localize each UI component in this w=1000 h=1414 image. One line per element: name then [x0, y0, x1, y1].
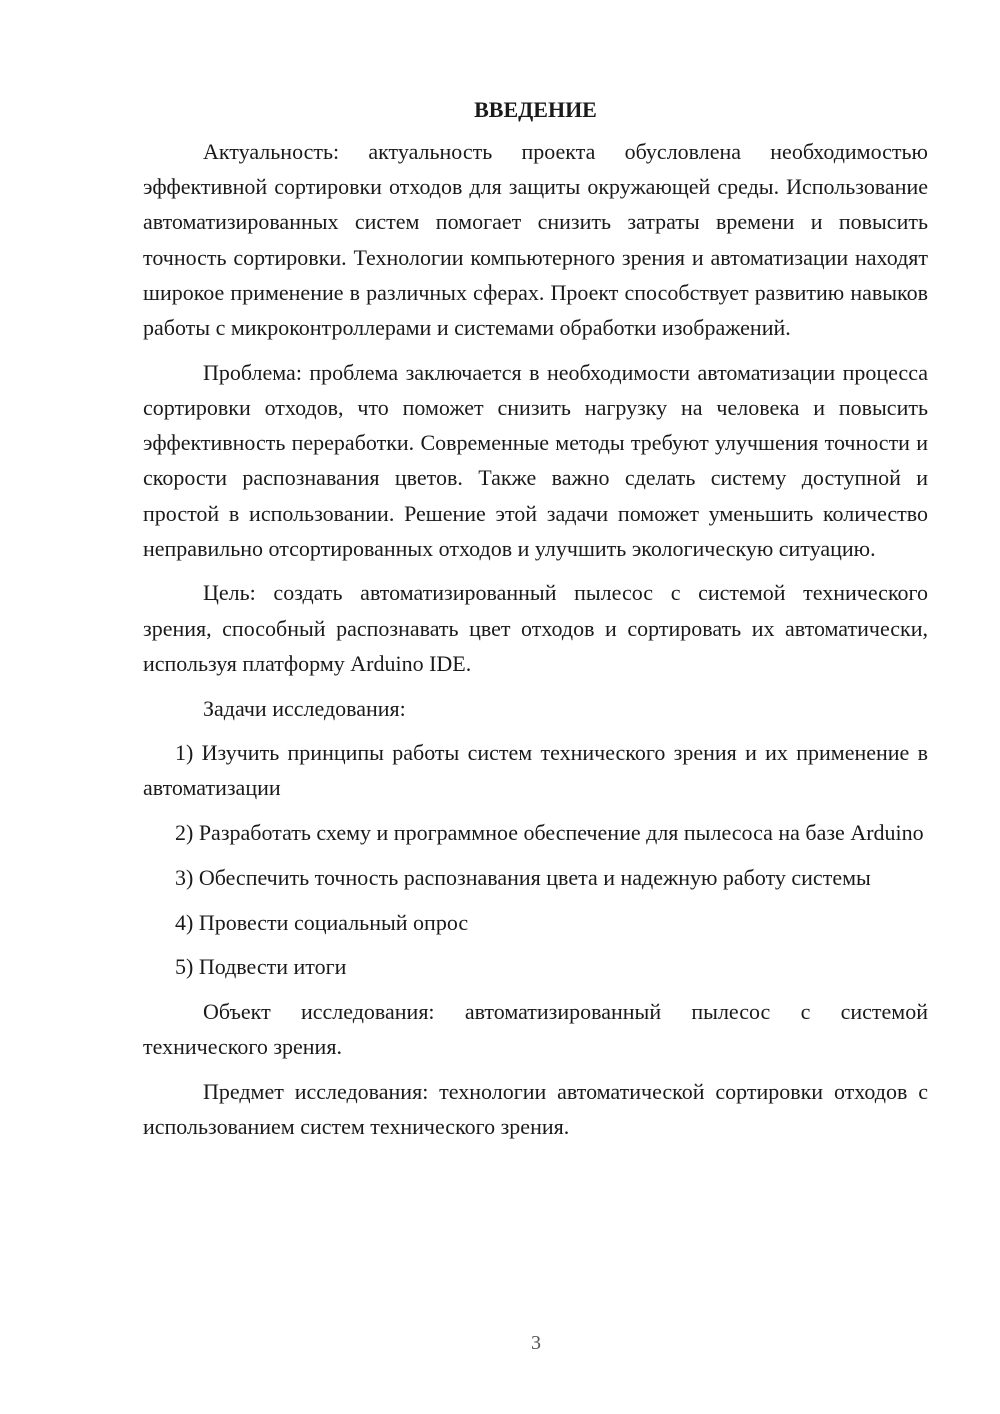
list-item: 2) Разработать схему и программное обеспечение для пылесоса на базе Arduino: [175, 820, 924, 846]
list-item: 5) Подвести итоги: [175, 954, 347, 980]
tasks-list: [143, 735, 928, 984]
list-item: 4) Провести социальный опрос: [175, 909, 469, 935]
paragraph-relevance: Актуальность: актуальность проекта обусловлена необходимостью эффективной сортировки отходов для защиты окружающей среды. Использование автоматизированных систем помогает снизить затраты времени и повысить точность сортировки. Технологии компьютерного зрения и автоматизации находят широкое применение в различных сферах. Проект способствует развитию навыков работы с микроконтроллерами и системами обработки изображений.: [143, 139, 928, 341]
document-page: [143, 92, 928, 1154]
list-item: 3) Обеспечить точность распознавания цвета и надежную работу системы: [175, 864, 871, 890]
list-item: 1) Изучить принципы работы систем технического зрения и их применение в автоматизации: [143, 740, 928, 801]
tasks-title: Задачи исследования:: [203, 695, 406, 721]
paragraph-problem: Проблема: проблема заключается в необходимости автоматизации процесса сортировки отходов, что поможет снизить нагрузку на человека и повысить эффективность переработки. Современные методы требуют улучшения точности и скорости распознавания цветов. Также важно сделать систему доступной и простой в использовании. Решение этой задачи поможет уменьшить количество неправильно отсортированных отходов и улучшить экологическую ситуацию.: [143, 359, 928, 561]
page-number: 3: [531, 1332, 541, 1354]
paragraph-object: Объект исследования: автоматизированный пылесос с системой технического зрения.: [143, 998, 928, 1060]
paragraph-goal: Цель: создать автоматизированный пылесос с системой технического зрения, способный распознавать цвет отходов и сортировать их автоматически, используя платформу Arduino IDE.: [143, 580, 928, 676]
page-title: ВВЕДЕНИЕ: [474, 97, 597, 122]
paragraph-subject: Предмет исследования: технологии автоматической сортировки отходов с использованием систем технического зрения.: [143, 1078, 928, 1140]
